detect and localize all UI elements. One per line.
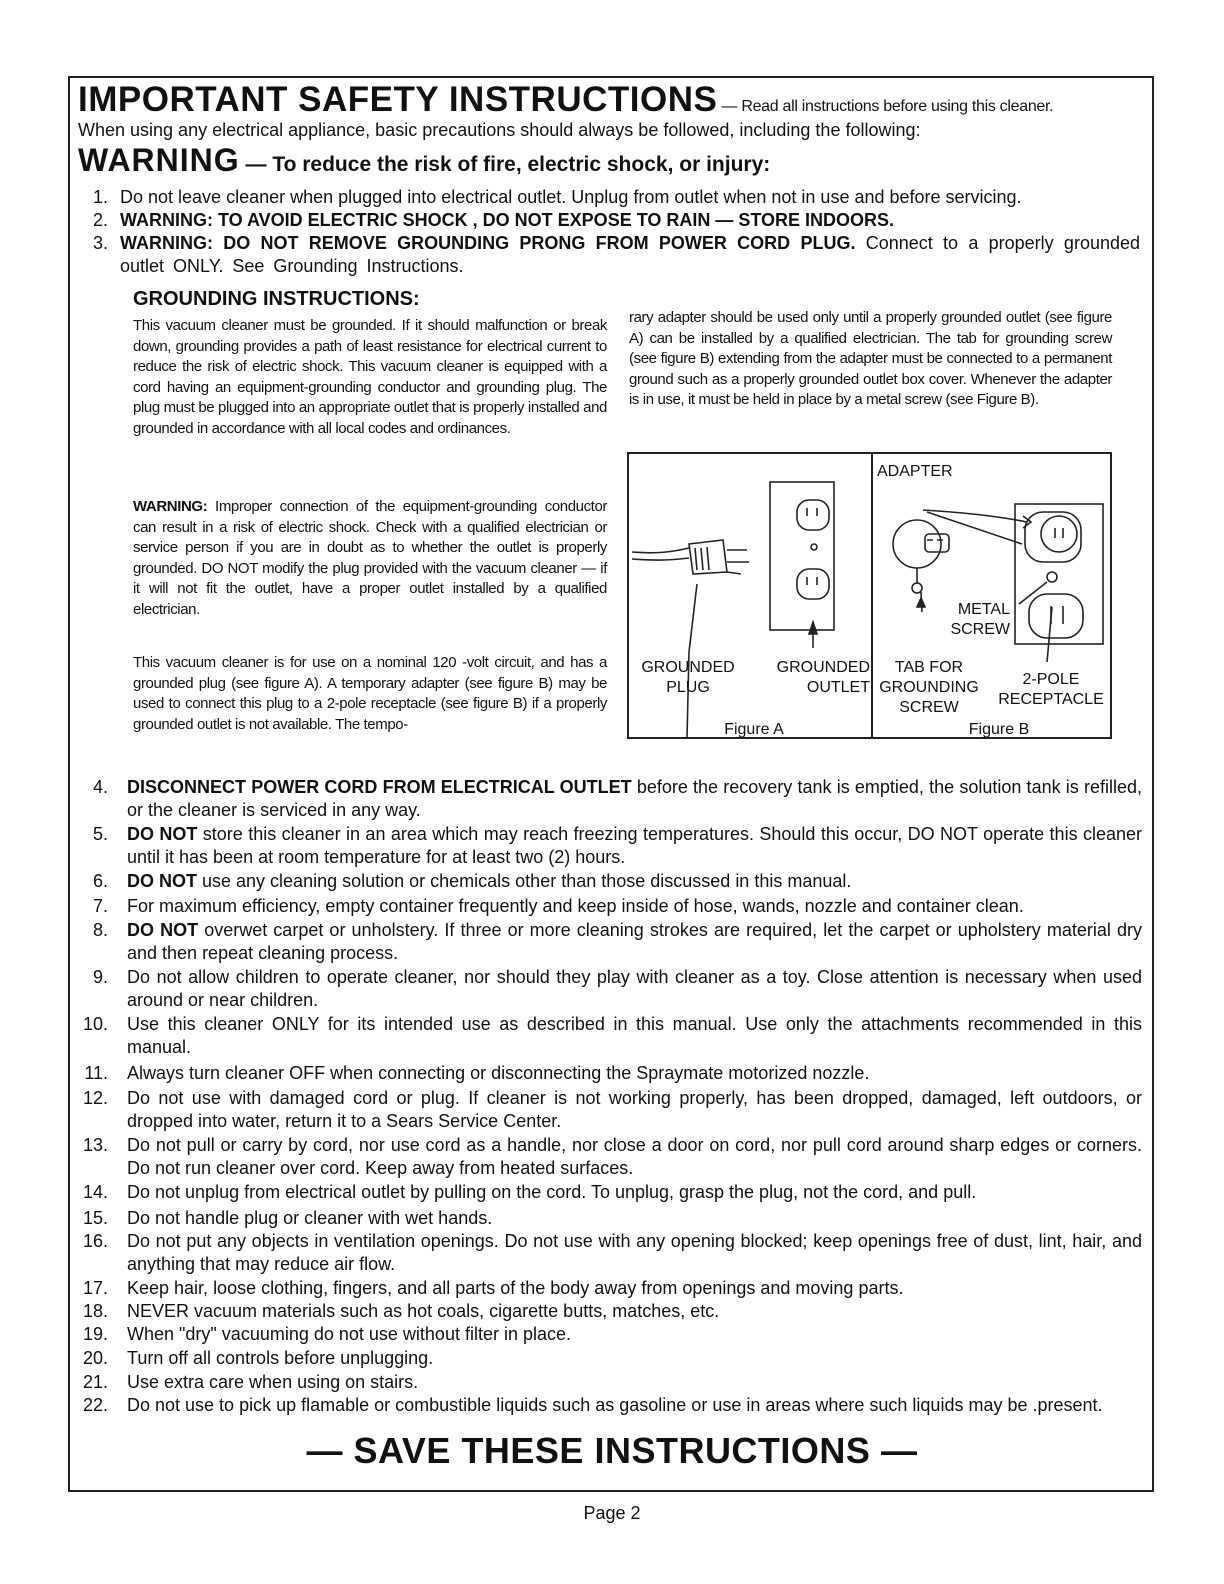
grounding-warning-label: WARNING: (133, 498, 208, 515)
item-body: Keep hair, loose clothing, fingers, and all parts of the body away from openings and moving parts. (127, 1278, 904, 1298)
warning-subtitle: — To reduce the risk of fire, electric shock, or injury: (239, 153, 771, 176)
item-body: overwet carpet or unholstery. If three or more cleaning strokes are required, let the carpet or upholstery material dry and then repeat cleaning process. (127, 920, 1142, 963)
save-instructions-banner: — SAVE THESE INSTRUCTIONS — (306, 1430, 918, 1471)
item-text (127, 776, 1142, 822)
label-line: METAL (957, 601, 1010, 618)
list-item (78, 209, 1138, 232)
item-text (127, 1087, 1142, 1133)
item-number: 16. (82, 1231, 108, 1251)
item-number: 11. (84, 1063, 108, 1083)
figure-a-caption: Figure A (724, 721, 784, 738)
grounding-para-4: rary adapter should be used only until a properly grounded outlet (see figure A) can be installed by a qualified electrician. The tab for grounding screw (see figure B) extending from the adapter must be connected to a permanent ground such as a properly grounded outlet box cover. Whenever the adapter is in use, it must be held in place by a metal screw (see Figure B). (629, 309, 1112, 408)
metal-screw-label (940, 600, 1010, 640)
label-line: OUTLET (806, 679, 870, 696)
item-number: 1. (92, 187, 108, 207)
item-number: 21. (82, 1372, 108, 1392)
item-text (127, 1277, 1142, 1300)
item-body: Turn off all controls before unplugging. (127, 1348, 434, 1368)
item-number: 2. (92, 210, 108, 230)
item-bold: DO NOT (127, 824, 198, 844)
two-pole-receptacle-label (996, 670, 1106, 710)
item-body: Connect to a properly grounded outlet ONLY. See Grounding Instructions. (120, 233, 1141, 276)
item-bold: DISCONNECT POWER CORD FROM ELECTRICAL OUTLET (127, 777, 632, 797)
item-text (127, 870, 1142, 893)
page-title (78, 80, 1053, 120)
item-text (127, 895, 1142, 918)
title-text: IMPORTANT SAFETY INSTRUCTIONS (78, 80, 718, 119)
item-text (127, 1230, 1142, 1276)
item-number: 4. (92, 777, 108, 797)
item-bold: DO NOT (127, 920, 199, 940)
item-number: 17. (82, 1278, 108, 1298)
grounding-para-3: This vacuum cleaner is for use on a nominal 120 -volt circuit, and has a grounded plug (see figure A). A temporary adapter (see figure B) may be used to connect this plug to a 2-pole receptacle (see figure B) if a properly grounded outlet is not available. The tempo- (133, 654, 607, 733)
item-text (127, 1013, 1142, 1059)
grounded-outlet-illustration (770, 482, 834, 648)
grounding-warning-text: Improper connection of the equipment-grounding conductor can result in a risk of electric shock. Check with a qualified electrician or service person if you are in doubt as to whether the outlet is properly grounded. DO NOT modify the plug provided with the vacuum cleaner — if it will not fit the outlet, have a proper outlet installed by a qualified electrician. (133, 498, 607, 618)
item-number: 20. (82, 1348, 108, 1368)
item-text (120, 186, 1140, 209)
item-number: 13. (82, 1135, 108, 1155)
item-bold: WARNING: TO AVOID ELECTRIC SHOCK , DO NOT EXPOSE TO RAIN — STORE INDOORS. (120, 210, 895, 230)
warning-word: WARNING (78, 142, 240, 178)
page-number: Page 2 (583, 1503, 641, 1523)
title-suffix: — Read all instructions before using this cleaner. (717, 98, 1054, 115)
item-number: 14. (82, 1182, 108, 1202)
item-text (120, 209, 1140, 232)
item-body: Do not use to pick up flamable or combustible liquids such as gasoline or use in areas where such liquids may be .present. (127, 1395, 1103, 1415)
grounded-outlet-label (766, 658, 870, 698)
item-text (127, 919, 1142, 965)
adapter-label: ADAPTER (877, 463, 953, 480)
item-body: Use this cleaner ONLY for its intended use as described in this manual. Use only the attachments recommended in this manual. (127, 1014, 1142, 1057)
item-text (127, 1300, 1142, 1323)
item-body: Do not use with damaged cord or plug. If cleaner is not working properly, has been dropped, damaged, left outdoors, or dropped into water, return it to a Sears Service Center. (127, 1088, 1142, 1131)
item-bold: WARNING: DO NOT REMOVE GROUNDING PRONG FROM POWER CORD PLUG. (120, 233, 856, 253)
item-number: 6. (92, 871, 108, 891)
item-number: 12. (82, 1088, 108, 1108)
item-number: 8. (92, 920, 108, 940)
item-text (127, 823, 1142, 869)
item-body: For maximum efficiency, empty container frequently and keep inside of hose, wands, nozzle and container clean. (127, 896, 1024, 916)
item-text (127, 1394, 1142, 1417)
label-line: 2-POLE (1022, 671, 1080, 688)
item-number: 22. (82, 1395, 108, 1415)
grounding-para-2 (133, 497, 607, 620)
label-line: GROUNDED (641, 659, 735, 676)
intro-text: When using any electrical appliance, basic precautions should always be followed, including the following: (78, 120, 921, 140)
label-line: TAB FOR (894, 659, 964, 676)
adapter-illustration (893, 510, 1031, 593)
item-body: Do not pull or carry by cord, nor use cord as a handle, nor close a door on cord, nor pull cord around sharp edges or corners. Do not run cleaner over cord. Keep away from heated surfaces. (127, 1135, 1142, 1178)
item-body: When "dry" vacuuming do not use without filter in place. (127, 1324, 572, 1344)
label-line: RECEPTACLE (998, 691, 1104, 708)
item-body: before the recovery tank is emptied, the solution tank is refilled, or the cleaner is serviced in any way. (127, 777, 1142, 820)
item-body: Do not put any objects in ventilation openings. Do not use with any opening blocked; keep openings free of dust, lint, hair, and anything that may reduce air flow. (127, 1231, 1142, 1274)
item-text (127, 1207, 1142, 1230)
grounding-para-1: This vacuum cleaner must be grounded. If it should malfunction or break down, grounding provides a path of least resistance for electrical current to reduce the risk of electric shock. This vacuum cleaner is equipped with a cord having an equipment-grounding conductor and grounding plug. The plug must be plugged into an appropriate outlet that is properly installed and grounded in accordance with all local codes and ordinances. (133, 317, 607, 437)
item-body: use any cleaning solution or chemicals other than those discussed in this manual. (197, 871, 852, 891)
label-line: GROUNDING (879, 679, 979, 696)
item-body: Always turn cleaner OFF when connecting or disconnecting the Spraymate motorized nozzle. (127, 1063, 870, 1083)
item-number: 15. (82, 1208, 108, 1228)
warning-heading (78, 142, 770, 179)
item-number: 10. (82, 1014, 108, 1034)
grounding-title: GROUNDING INSTRUCTIONS: (133, 288, 420, 310)
label-line: GROUNDED (776, 659, 870, 676)
tab-for-grounding-screw-label (874, 658, 984, 718)
grounded-plug-illustration (632, 540, 749, 738)
label-line: PLUG (666, 679, 710, 696)
item-text (127, 966, 1142, 1012)
item-number: 18. (82, 1301, 108, 1321)
item-text (127, 1181, 1142, 1204)
item-body: NEVER vacuum materials such as hot coals, cigarette butts, matches, etc. (127, 1301, 720, 1321)
list-item (78, 232, 1141, 278)
item-body: Use extra care when using on stairs. (127, 1372, 419, 1392)
item-text (120, 232, 1140, 278)
item-text (127, 1371, 1142, 1394)
list-item (78, 186, 1138, 209)
grounded-plug-label (636, 658, 740, 698)
figure-b-caption: Figure B (968, 721, 1030, 738)
item-body: Do not unplug from electrical outlet by pulling on the cord. To unplug, grasp the plug, not the cord, and pull. (127, 1182, 977, 1202)
item-number: 7. (92, 896, 108, 916)
item-body: Do not handle plug or cleaner with wet hands. (127, 1208, 493, 1228)
item-number: 3. (92, 233, 108, 253)
item-body: store this cleaner in an area which may reach freezing temperatures. Should this occur, DO NOT operate this cleaner until it has been at room temperature for at least two (2) hours. (127, 824, 1142, 867)
item-number: 5. (92, 824, 108, 844)
item-number: 9. (92, 967, 108, 987)
item-text (127, 1323, 1142, 1346)
item-bold: DO NOT (127, 871, 197, 891)
label-line: SCREW (950, 621, 1010, 638)
item-text (127, 1062, 1142, 1085)
item-body: Do not leave cleaner when plugged into electrical outlet. Unplug from outlet when not in use and before servicing. (120, 187, 1022, 207)
item-body: Do not allow children to operate cleaner, nor should they play with cleaner as a toy. Close attention is necessary when used around or near children. (127, 967, 1142, 1010)
item-text (127, 1347, 1142, 1370)
item-number: 19. (82, 1324, 108, 1344)
label-line: SCREW (899, 699, 959, 716)
item-text (127, 1134, 1142, 1180)
